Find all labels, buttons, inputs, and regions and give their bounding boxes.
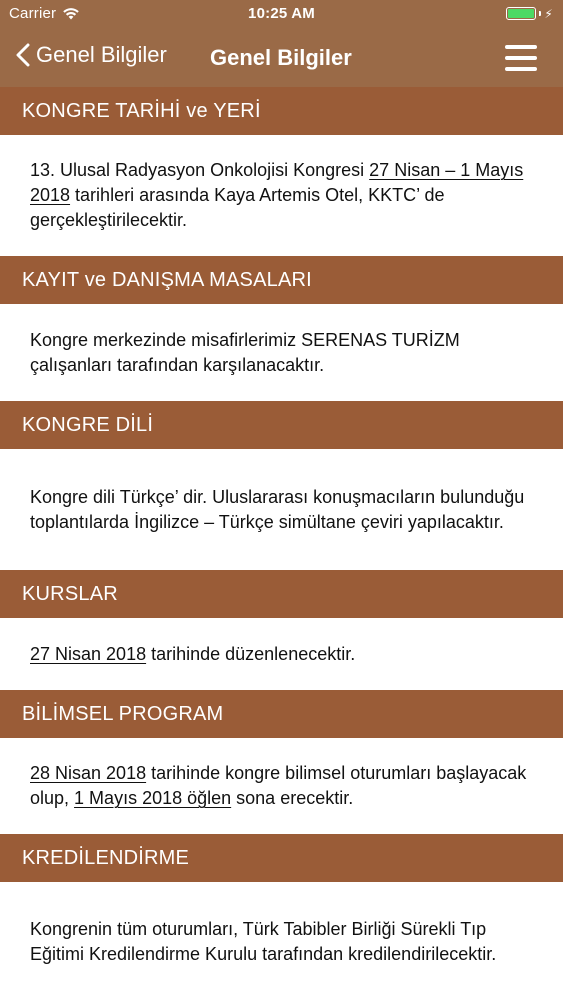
back-button[interactable] [16,42,167,68]
section-header-kayit: KAYIT ve DANIŞMA MASALARI [0,256,563,304]
charging-bolt-icon: ⚡ [544,6,553,21]
section-body-kongre-dili [0,449,563,570]
section-text: 13. Ulusal Radyasyon Onkolojisi Kongresi 27 Nisan – 1 Mayıs 2018 tarihleri arasında Kaya Artemis Otel, KKTC’ de gerçekleştirilecektir. [30,160,524,230]
battery-indicator [506,7,553,20]
section-text: Kongre dili Türkçe’ dir. Uluslararası konuşmacıların bulunduğu toplantılarda İngilizce – Türkçe simültane çeviri yapılacaktır. [30,486,525,532]
section-body-kurslar [0,618,563,690]
section-text: Kongre merkezinde misafirlerimiz SERENAS TURİZM çalışanları tarafından karşılanacaktır. [30,329,460,375]
section-header-bilimsel-program: BİLİMSEL PROGRAM [0,690,563,738]
date-link[interactable]: 28 Nisan 2018 [30,763,147,783]
section-text: Kongrenin tüm oturumları, Türk Tabibler Birliği Sürekli Tıp Eğitimi Kredilendirme Kurulu tarafından kredilendirilecektir. [30,919,497,964]
carrier-label: Carrier [9,5,57,22]
section-header-kongre-dili: KONGRE DİLİ [0,401,563,449]
page-title: Genel Bilgiler [210,45,352,70]
hamburger-menu-icon[interactable] [505,42,537,74]
section-header-kongre-tarihi: KONGRE TARİHİ ve YERİ [0,87,563,135]
section-text: 28 Nisan 2018 tarihinde kongre bilimsel oturumları başlayacak olup, 1 Mayıs 2018 öğlen sona erecektir. [30,763,527,808]
date-link[interactable]: 27 Nisan – 1 Mayıs 2018 [30,160,524,205]
section-header-kredilendirme: KREDİLENDİRME [0,834,563,882]
battery-icon [506,7,536,20]
chevron-left-icon [16,43,30,67]
status-bar [0,0,563,30]
section-text: 27 Nisan 2018 tarihinde düzenlenecektir. [30,643,356,664]
section-header-kurslar: KURSLAR [0,570,563,618]
section-body-bilimsel-program [0,738,563,834]
section-body-kredilendirme [0,882,563,1002]
navigation-bar [0,30,563,87]
clock: 10:25 AM [248,5,315,22]
date-link[interactable]: 27 Nisan 2018 [30,643,147,664]
date-link[interactable]: 1 Mayıs 2018 öğlen [74,788,232,808]
section-body-kongre-tarihi [0,135,563,256]
section-body-kayit [0,304,563,401]
top-bar [0,0,563,87]
back-button-label: Genel Bilgiler [36,42,167,67]
